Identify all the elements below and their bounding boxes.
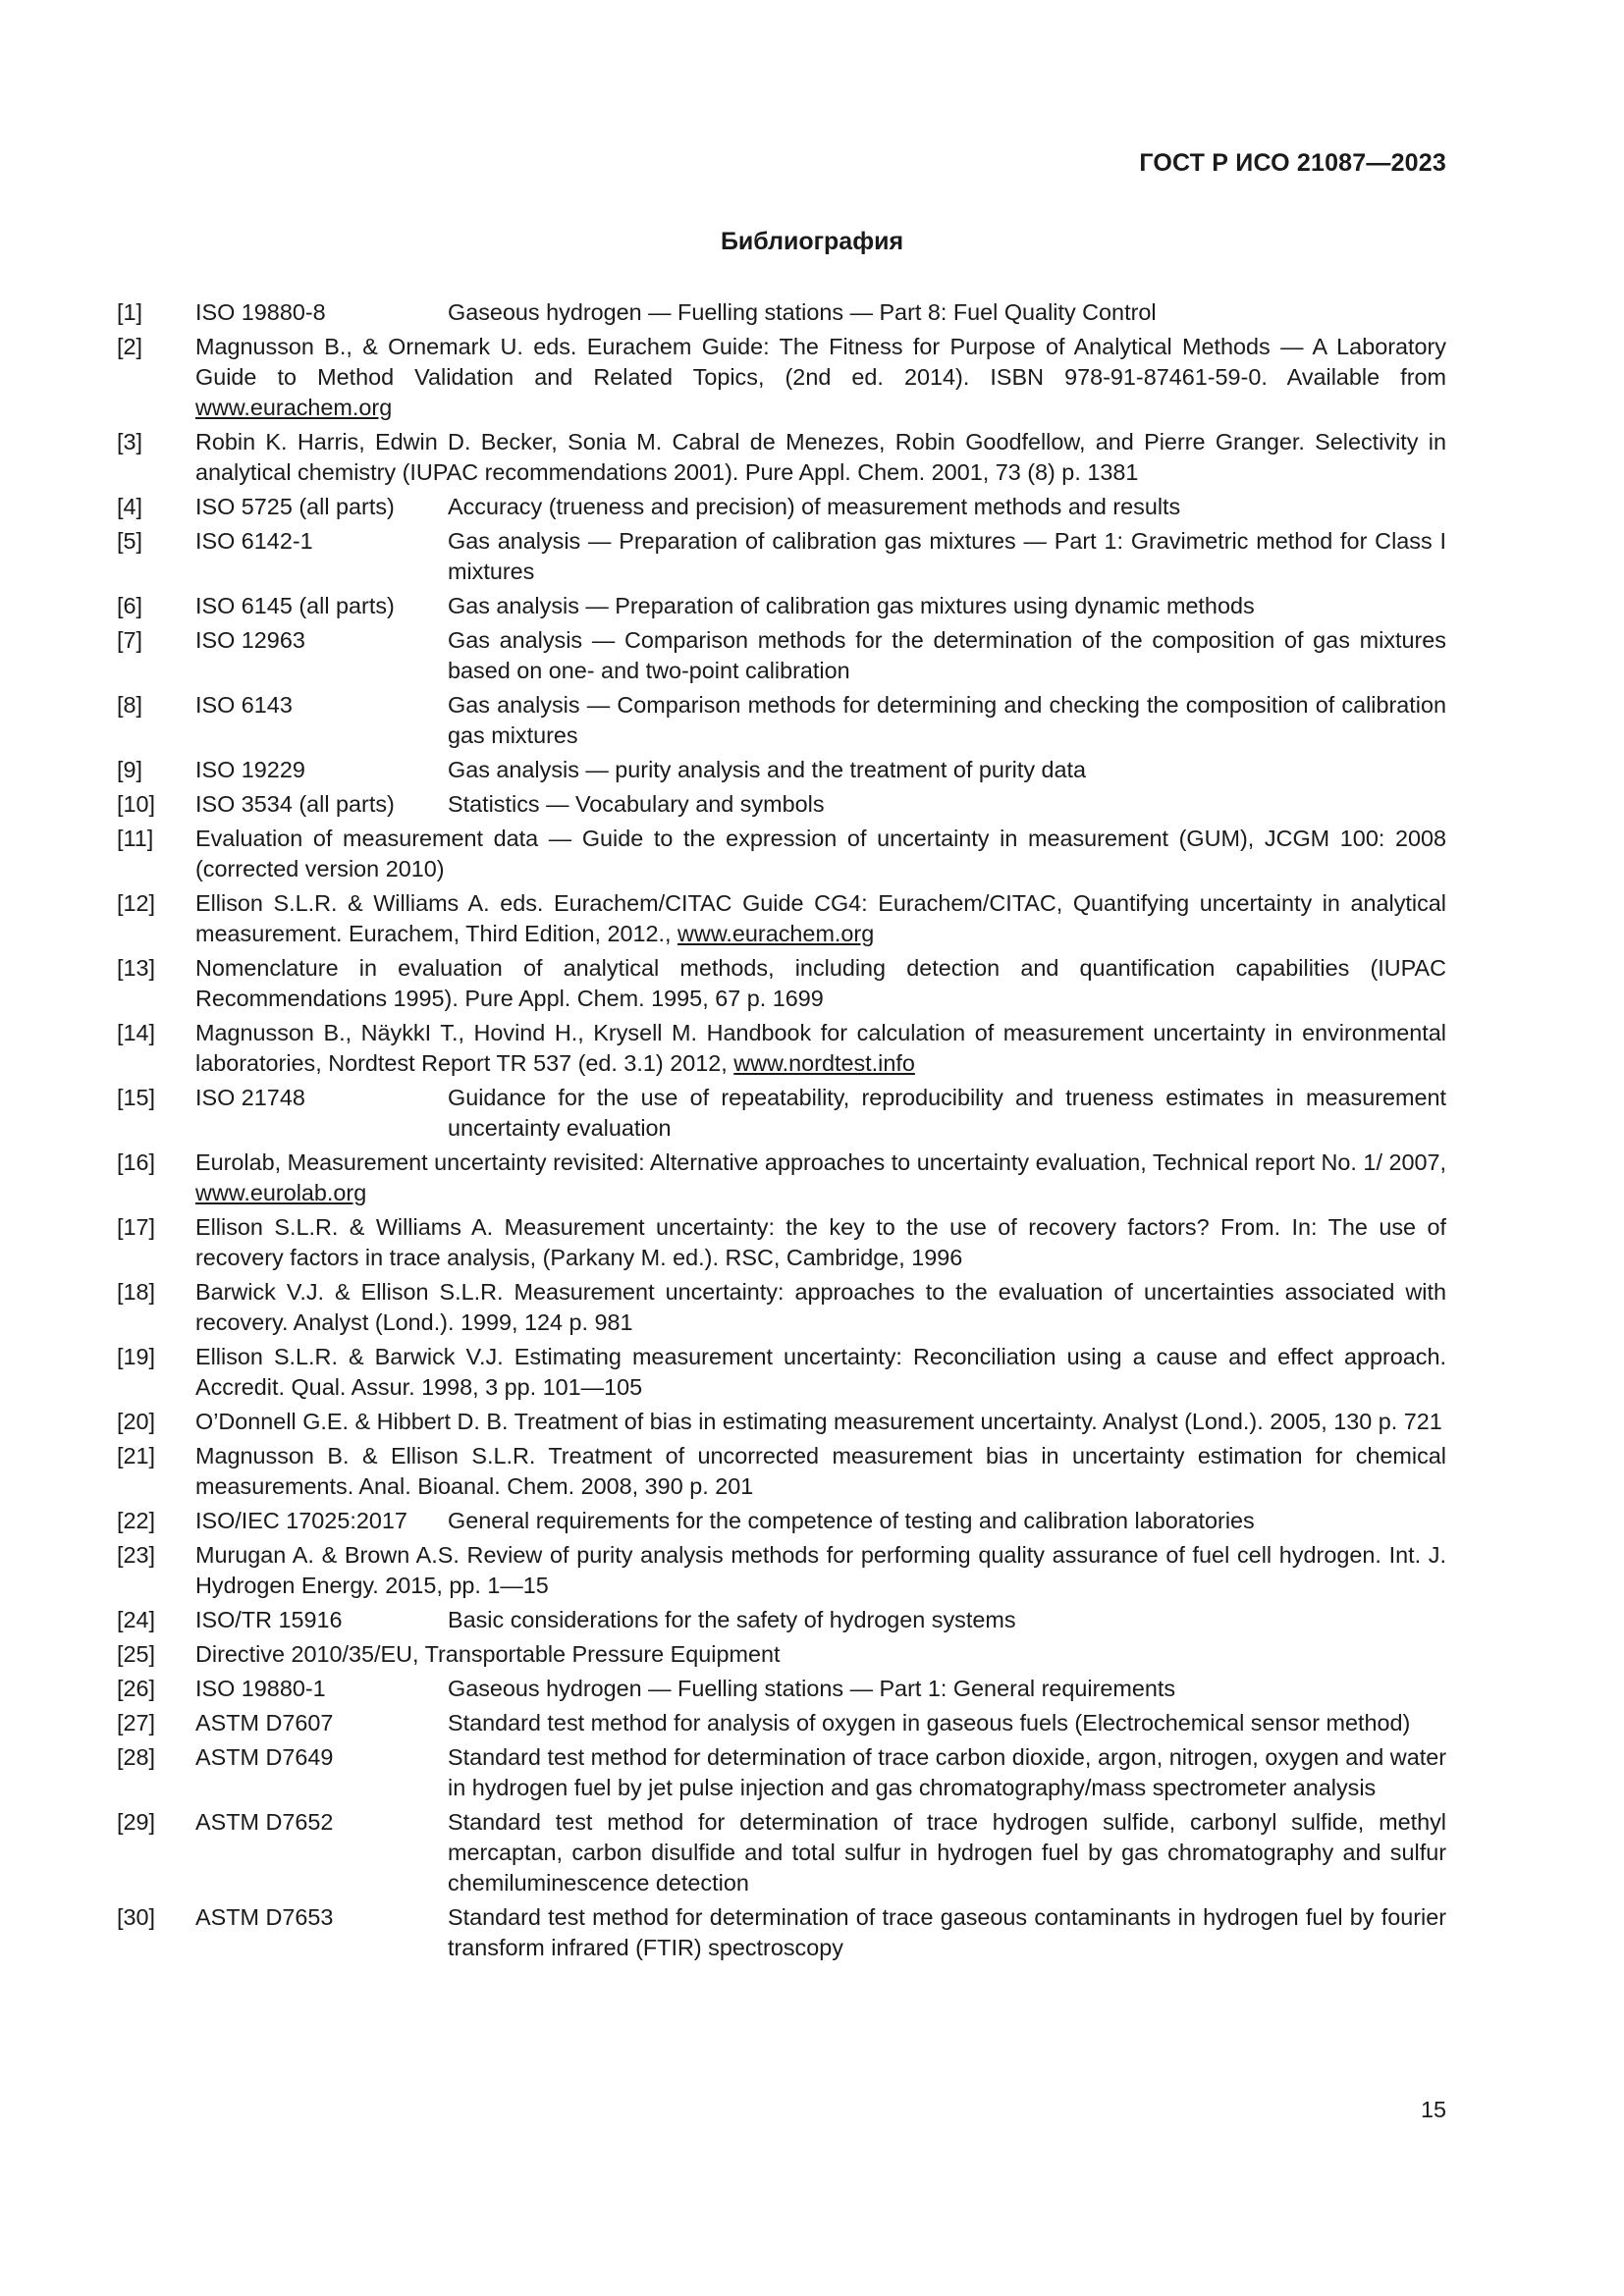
- reference-text: O’Donnell G.E. & Hibbert D. B. Treatment of bias in estimating measurement uncertainty. Analyst (Lond.). 2005, 130 p. 721: [195, 1409, 1442, 1434]
- reference-item: [117, 953, 1446, 1014]
- reference-title: Gaseous hydrogen — Fuelling stations — Part 8: Fuel Quality Control: [448, 299, 1157, 325]
- reference-title: Gaseous hydrogen — Fuelling stations — Part 1: General requirements: [448, 1676, 1176, 1701]
- reference-code: ASTM D7607: [195, 1710, 334, 1735]
- reference-code: ASTM D7653: [195, 1904, 334, 1930]
- reference-title: Gas analysis — Preparation of calibration gas mixtures — Part 1: Gravimetric method for Class I mixtures: [448, 528, 1446, 584]
- reference-title: Standard test method for determination of trace gaseous contaminants in hydrogen fuel by fourier transform infrared (FTIR) spectroscopy: [448, 1904, 1446, 1960]
- reference-text-block: [195, 1441, 1446, 1502]
- reference-text-block: [195, 1212, 1446, 1273]
- reference-title: Statistics — Vocabulary and symbols: [448, 791, 825, 817]
- reference-item: [117, 427, 1446, 488]
- reference-link[interactable]: www.eurolab.org: [195, 1180, 367, 1205]
- reference-code: ISO 5725 (all parts): [195, 494, 395, 519]
- reference-number: [6]: [117, 593, 143, 618]
- reference-number: [1]: [117, 299, 143, 325]
- reference-text-block: [195, 953, 1446, 1014]
- reference-text: Nomenclature in evaluation of analytical methods, including detection and quantification capabilities (IUPAC Recommendations 1995). Pure Appl. Chem. 1995, 67 p. 1699: [195, 955, 1446, 1011]
- reference-item: [117, 625, 1446, 686]
- reference-number: [30]: [117, 1904, 156, 1930]
- reference-title: Standard test method for determination of trace carbon dioxide, argon, nitrogen, oxygen and water in hydrogen fuel by jet pulse injection and gas chromatography/mass spectrometer analysis: [448, 1744, 1446, 1800]
- reference-number: [2]: [117, 334, 143, 359]
- reference-code: ASTM D7649: [195, 1744, 334, 1770]
- reference-link[interactable]: www.nordtest.info: [733, 1050, 915, 1076]
- reference-code: ISO 3534 (all parts): [195, 791, 395, 817]
- reference-item: [117, 1742, 1446, 1803]
- reference-text: Magnusson B. & Ellison S.L.R. Treatment of uncorrected measurement bias in uncertainty estimation for chemical measurements. Anal. Bioanal. Chem. 2008, 390 p. 201: [195, 1443, 1446, 1499]
- reference-item: [117, 526, 1446, 587]
- reference-title: Standard test method for analysis of oxygen in gaseous fuels (Electrochemical sensor method): [448, 1710, 1411, 1735]
- reference-text-block: [195, 888, 1446, 949]
- reference-item: [117, 1605, 1446, 1635]
- reference-item: [117, 1441, 1446, 1502]
- reference-item: [117, 888, 1446, 949]
- reference-item: [117, 824, 1446, 884]
- reference-text: Robin K. Harris, Edwin D. Becker, Sonia M. Cabral de Menezes, Robin Goodfellow, and Pierre Granger. Selectivity in analytical chemistry (IUPAC recommendations 2001). Pure Appl. Chem. 2001, 73 (8) p. 1381: [195, 429, 1446, 485]
- reference-text: Directive 2010/35/EU, Transportable Pressure Equipment: [195, 1641, 781, 1667]
- reference-item: [117, 297, 1446, 328]
- reference-item: [117, 1342, 1446, 1403]
- reference-number: [28]: [117, 1744, 156, 1770]
- reference-number: [7]: [117, 627, 143, 653]
- standard-code-header: ГОСТ Р ИСО 21087—2023: [1139, 149, 1446, 177]
- reference-text: Ellison S.L.R. & Barwick V.J. Estimating measurement uncertainty: Reconciliation using a cause and effect approach. Accredit. Qual. Assur. 1998, 3 pp. 101—105: [195, 1344, 1446, 1400]
- reference-number: [23]: [117, 1542, 156, 1568]
- reference-number: [20]: [117, 1409, 156, 1434]
- reference-code: ISO 6142-1: [195, 528, 313, 554]
- reference-number: [22]: [117, 1508, 156, 1533]
- reference-title: Guidance for the use of repeatability, reproducibility and trueness estimates in measurement uncertainty evaluation: [448, 1085, 1446, 1141]
- reference-number: [26]: [117, 1676, 156, 1701]
- reference-item: [117, 1708, 1446, 1738]
- reference-item: [117, 1674, 1446, 1704]
- reference-text-block: [195, 332, 1446, 423]
- reference-item: [117, 332, 1446, 423]
- reference-item: [117, 1083, 1446, 1144]
- reference-code: ASTM D7652: [195, 1809, 334, 1835]
- reference-item: [117, 1639, 1446, 1670]
- reference-title: General requirements for the competence of testing and calibration laboratories: [448, 1508, 1255, 1533]
- reference-item: [117, 755, 1446, 785]
- reference-item: [117, 1807, 1446, 1898]
- reference-number: [25]: [117, 1641, 156, 1667]
- reference-number: [19]: [117, 1344, 156, 1369]
- reference-number: [12]: [117, 890, 156, 916]
- reference-text-block: [195, 1277, 1446, 1338]
- reference-number: [4]: [117, 494, 143, 519]
- reference-number: [10]: [117, 791, 156, 817]
- reference-number: [24]: [117, 1607, 156, 1632]
- reference-number: [11]: [117, 826, 154, 851]
- reference-text: Ellison S.L.R. & Williams A. eds. Eurachem/CITAC Guide CG4: Eurachem/CITAC, Quantifying uncertainty in analytical measurement. Eurachem, Third Edition, 2012.,: [195, 890, 1446, 946]
- reference-code: ISO 19880-8: [195, 299, 326, 325]
- reference-number: [3]: [117, 429, 143, 454]
- reference-number: [27]: [117, 1710, 156, 1735]
- reference-text: Eurolab, Measurement uncertainty revisited: Alternative approaches to uncertainty evaluation, Technical report No. 1/ 2007,: [195, 1149, 1446, 1175]
- reference-number: [18]: [117, 1279, 156, 1305]
- reference-text: Magnusson B., & Ornemark U. eds. Eurachem Guide: The Fitness for Purpose of Analytical Methods — A Laboratory Guide to Method Validation and Related Topics, (2nd ed. 2014). ISBN 978-91-87461-59-0. Available from: [195, 334, 1446, 390]
- reference-item: [117, 1212, 1446, 1273]
- reference-text: Murugan A. & Brown A.S. Review of purity analysis methods for performing quality assurance of fuel cell hydrogen. Int. J. Hydrogen Energy. 2015, pp. 1—15: [195, 1542, 1446, 1598]
- reference-link[interactable]: www.eurachem.org: [195, 395, 393, 420]
- reference-item: [117, 1540, 1446, 1601]
- reference-number: [21]: [117, 1443, 156, 1468]
- reference-code: ISO/IEC 17025:2017: [195, 1508, 407, 1533]
- reference-code: ISO 6145 (all parts): [195, 593, 395, 618]
- reference-item: [117, 1018, 1446, 1079]
- reference-number: [16]: [117, 1149, 156, 1175]
- reference-number: [29]: [117, 1809, 156, 1835]
- reference-title: Standard test method for determination of trace hydrogen sulfide, carbonyl sulfide, methyl mercaptan, carbon disulfide and total sulfur in hydrogen fuel by gas chromatography and sulfur chemiluminescence detection: [448, 1809, 1446, 1896]
- reference-text-block: [195, 824, 1446, 884]
- bibliography-list: [117, 297, 1446, 1967]
- reference-item: [117, 789, 1446, 820]
- reference-title: Accuracy (trueness and precision) of measurement methods and results: [448, 494, 1181, 519]
- reference-text-block: [195, 1639, 1446, 1670]
- reference-code: ISO 19880-1: [195, 1676, 326, 1701]
- reference-item: [117, 1506, 1446, 1536]
- reference-text: Barwick V.J. & Ellison S.L.R. Measurement uncertainty: approaches to the evaluation of uncertainties associated with recovery. Analyst (Lond.). 1999, 124 p. 981: [195, 1279, 1446, 1335]
- reference-text-block: [195, 1540, 1446, 1601]
- reference-text-block: [195, 1342, 1446, 1403]
- reference-number: [14]: [117, 1020, 156, 1045]
- reference-text: Magnusson B., NäykkI T., Hovind H., Krysell M. Handbook for calculation of measurement uncertainty in environmental laboratories, Nordtest Report TR 537 (ed. 3.1) 2012,: [195, 1020, 1446, 1076]
- reference-item: [117, 492, 1446, 522]
- reference-item: [117, 1277, 1446, 1338]
- reference-number: [8]: [117, 692, 143, 718]
- reference-code: ISO/TR 15916: [195, 1607, 343, 1632]
- reference-title: Basic considerations for the safety of hydrogen systems: [448, 1607, 1016, 1632]
- reference-code: ISO 19229: [195, 757, 305, 782]
- reference-text-block: [195, 427, 1446, 488]
- reference-item: [117, 690, 1446, 751]
- reference-number: [17]: [117, 1214, 156, 1240]
- reference-item: [117, 1902, 1446, 1963]
- reference-text-block: [195, 1407, 1446, 1437]
- reference-text: Ellison S.L.R. & Williams A. Measurement uncertainty: the key to the use of recovery factors? From. In: The use of recovery factors in trace analysis, (Parkany M. ed.). RSC, Cambridge, 1996: [195, 1214, 1446, 1270]
- page-title: Библиография: [720, 228, 904, 255]
- reference-item: [117, 1148, 1446, 1208]
- reference-link[interactable]: www.eurachem.org: [677, 921, 875, 946]
- reference-item: [117, 591, 1446, 621]
- reference-text-block: [195, 1148, 1446, 1208]
- reference-number: [13]: [117, 955, 156, 981]
- reference-item: [117, 1407, 1446, 1437]
- reference-title: Gas analysis — purity analysis and the treatment of purity data: [448, 757, 1087, 782]
- reference-title: Gas analysis — Comparison methods for determining and checking the composition of calibration gas mixtures: [448, 692, 1446, 748]
- reference-code: ISO 12963: [195, 627, 305, 653]
- reference-code: ISO 21748: [195, 1085, 305, 1110]
- reference-text-block: [195, 1018, 1446, 1079]
- reference-number: [5]: [117, 528, 143, 554]
- reference-number: [9]: [117, 757, 143, 782]
- reference-title: Gas analysis — Preparation of calibration gas mixtures using dynamic methods: [448, 593, 1255, 618]
- reference-code: ISO 6143: [195, 692, 293, 718]
- page-number: 15: [1420, 2097, 1446, 2122]
- reference-number: [15]: [117, 1085, 156, 1110]
- reference-text: Evaluation of measurement data — Guide to the expression of uncertainty in measurement (GUM), JCGM 100: 2008 (corrected version 2010): [195, 826, 1446, 881]
- reference-title: Gas analysis — Comparison methods for the determination of the composition of gas mixtures based on one- and two-point calibration: [448, 627, 1446, 683]
